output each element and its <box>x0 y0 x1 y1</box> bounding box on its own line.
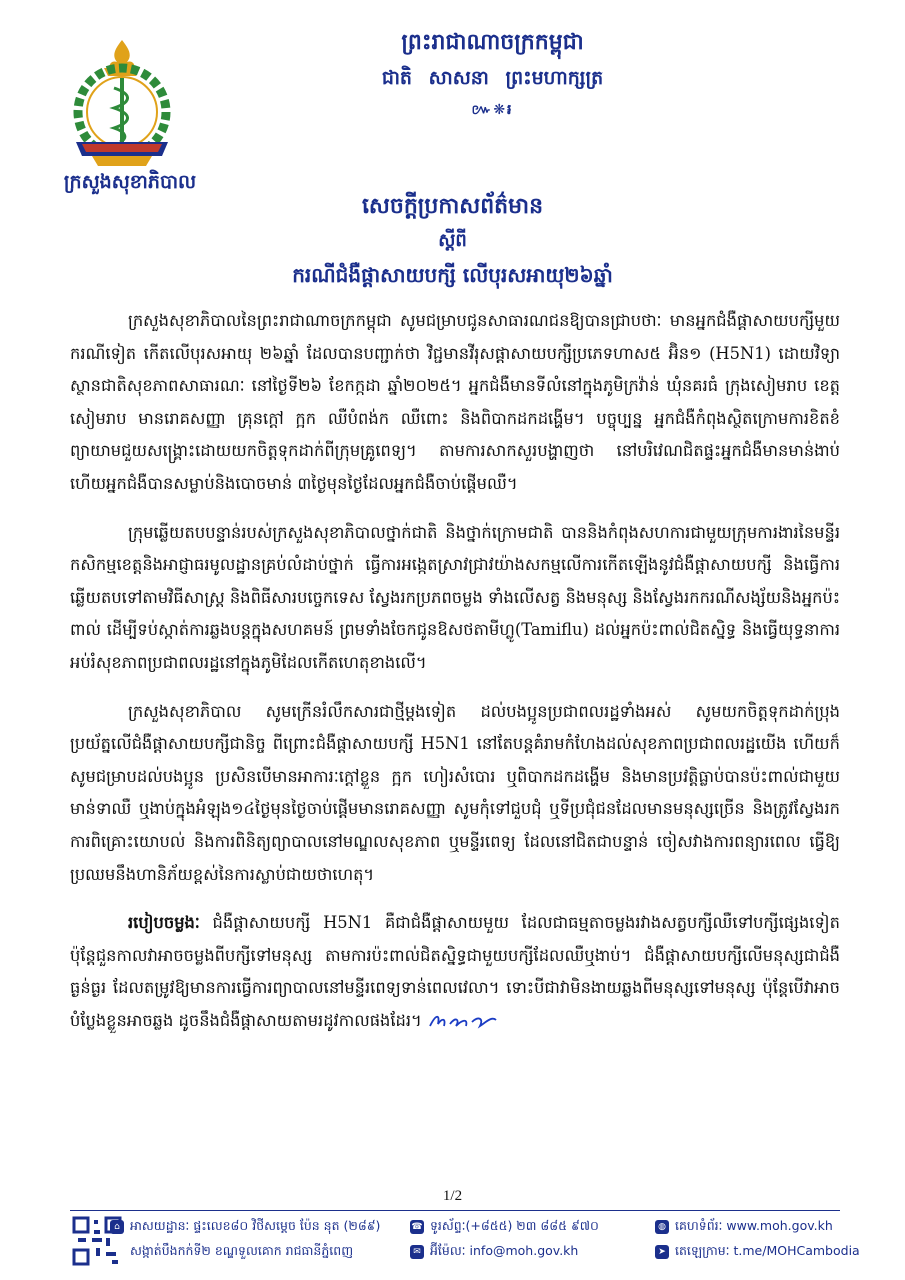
document-body <box>70 305 840 1037</box>
paragraph-response: ក្រុមឆ្លើយតបបន្ទាន់របស់ក្រសួងសុខាភិបាលថ្នាក់ជាតិ និងថ្នាក់ក្រោមជាតិ បាននិងកំពុងសហការជាមួយក្រុមការងារនៃមន្ទីរកសិកម្មខេត្តនិងអាជ្ញាធរមូលដ្ឋានគ្រប់លំដាប់ថ្នាក់ ធ្វើការអង្កេតស្រាវជ្រាវយ៉ាងសកម្មលើការកើតឡើងនូវជំងឺផ្ដាសាយបក្សី និងធ្វើការឆ្លើយតបទៅតាមវិធីសាស្ត្រ និងពិធីសារបច្ចេកទេស ស្វែងរកប្រភពចម្លង ទាំងលើសត្វ និងមនុស្ស និងស្វែងរកករណីសង្ស័យនិងអ្នកប៉ះពាល់ ដើម្បីទប់ស្កាត់ការឆ្លងបន្តក្នុងសហគមន៍ ព្រមទាំងចែកជូនឱសថតាមីហ្លូ(Tamiflu) ដល់អ្នកប៉ះពាល់ជិតស្និទ្ធ និងធ្វើយុទ្ធនាការអប់រំសុខភាពប្រជាពលរដ្ឋនៅក្នុងភូមិដែលកើតហេតុខាងលើ។ <box>70 522 840 672</box>
page-number: 1/2 <box>442 1188 463 1204</box>
footer-address-line2: សង្កាត់បឹងកក់ទី២ ខណ្ឌទួលគោក រាជធានីភ្នំពេញ <box>130 1243 354 1258</box>
document-subject: ករណីជំងឺផ្ដាសាយបក្សី លើបុរសអាយុ២៦ឆ្នាំ <box>292 263 613 287</box>
ornament-divider: ៚❋៛ <box>471 102 514 118</box>
footer-telegram[interactable]: ➤ តេឡេក្រាមៈ t.me/MOHCambodia <box>655 1243 860 1262</box>
footer-website[interactable]: ◍ គេហទំព័រៈ www.moh.gov.kh <box>655 1218 833 1237</box>
footer-email[interactable]: ✉ អ៊ីម៉ែលៈ info@moh.gov.kh <box>410 1243 578 1262</box>
kingdom-heading: ព្រះរាជាណាចក្រកម្ពុជា <box>401 30 584 55</box>
ministry-name: ក្រសួងសុខាភិបាល <box>63 171 197 193</box>
location-icon: ⌂ <box>110 1220 124 1234</box>
paragraph-transmission <box>70 907 840 1037</box>
footer-address-line1: ⌂ អាសយដ្ឋានៈ ផ្ទះលេខ៨០ វិថីសម្ដេច ប៉ែន នុត (២៨៩) <box>110 1218 380 1237</box>
footer-divider <box>70 1210 840 1211</box>
document-title: សេចក្ដីប្រកាសព័ត៌មាន <box>361 194 544 219</box>
paragraph-case-report: ក្រសួងសុខាភិបាលនៃព្រះរាជាណាចក្រកម្ពុជា សូមជម្រាបជូនសាធារណជនឱ្យបានជ្រាបថាៈ មានអ្នកជំងឺផ្ដាសាយបក្សីមួយករណីទៀត កើតលើបុរសអាយុ ២៦ឆ្នាំ ដែលបានបញ្ជាក់ថា វិជ្ជមានវីរុសផ្ដាសាយបក្សីប្រភេទហាស៥ អ៊ិន១ (H5N1) ដោយវិទ្យាស្ថានជាតិសុខភាពសាធារណៈ នៅថ្ងៃទី២៦ ខែកក្កដា ឆ្នាំ២០២៥។ អ្នកជំងឺមានទីលំនៅក្នុងភូមិក្រវ៉ាន់ ឃុំនគរធំ ក្រុងសៀមរាប ខេត្តសៀមរាប មានរោគសញ្ញា គ្រុនក្ដៅ ក្អក ឈឺបំពង់ក ឈឺពោះ និងពិបាកដកដង្ហើម។ បច្ចុប្បន្ន អ្នកជំងឺកំពុងស្ថិតក្រោមការខិតខំព្យាយាមជួយសង្គ្រោះដោយយកចិត្តទុកដាក់ពីក្រុមគ្រូពេទ្យ។ តាមការសាកសួរបង្ហាញថា នៅបរិវេណជិតផ្ទះអ្នកជំងឺមានមាន់ងាប់ ហើយអ្នកជំងឺបានសម្លាប់និងបោចមាន់ ៣ថ្ងៃមុនថ្ងៃដែលអ្នកជំងឺចាប់ផ្ដើមឈឺ។ <box>70 311 840 493</box>
paragraph-advisory: ក្រសួងសុខាភិបាល សូមក្រើនរំលឹកសារជាថ្មីម្ដងទៀត ដល់បងប្អូនប្រជាពលរដ្ឋទាំងអស់ សូមយកចិត្តទុកដាក់ប្រុងប្រយ័ត្នលើជំងឺផ្ដាសាយបក្សីជានិច្ច ពីព្រោះជំងឺផ្ដាសាយបក្សី H5N1 នៅតែបន្តគំរាមកំហែងដល់សុខភាពប្រជាពលរដ្ឋយើង ហើយក៏សូមជម្រាបដល់បងប្អូន ប្រសិនបើមានអាការៈក្ដៅខ្លួន ក្អក ហៀរសំបោរ ឬពិបាកដកដង្ហើម និងមានប្រវត្តិធ្លាប់បានប៉ះពាល់ជាមួយមាន់ទាឈឺ ឬងាប់ក្នុងអំឡុង១៤ថ្ងៃមុនថ្ងៃចាប់ផ្ដើមមានរោគសញ្ញា សូមកុំទៅជួបជុំ ឬទីប្រជុំជនដែលមានមនុស្សច្រើន និងត្រូវស្វែងរកការពិគ្រោះយោបល់ និងការពិនិត្យព្យាបាលនៅមណ្ឌលសុខភាព ឬមន្ទីរពេទ្យ ដែលនៅជិតជាបន្ទាន់ ចៀសវាងការពន្យារពេល ធ្វើឱ្យប្រឈមនឹងហានិភ័យខ្ពស់នៃការស្លាប់ជាយថាហេតុ។ <box>70 701 840 884</box>
footer-phone: ☎ ទូរស័ព្ទៈ(+៨៥៥) ២៣ ៨៨៥ ៩៧០ <box>411 1218 599 1233</box>
document-about: ស្ដីពី <box>438 230 467 251</box>
initials-signature <box>428 1010 498 1032</box>
phone-icon: ☎ <box>411 1221 423 1232</box>
transmission-text: ជំងឺផ្ដាសាយបក្សី H5N1 គឺជាជំងឺផ្ដាសាយមួយ ដែលជាធម្មតាចម្លងរវាងសត្វបក្សីឈឺទៅបក្សីផ្សេងទៀត ប៉ុន្តែជួនកាលវាអាចចម្លងពីបក្សីទៅមនុស្ស តាមការប៉ះពាល់ជិតស្និទ្ធជាមួយបក្សីដែលឈឺឬងាប់។ ជំងឺផ្ដាសាយបក្សីលើមនុស្សជាជំងឺធ្ងន់ធ្ងរ ដែលតម្រូវឱ្យមានការធ្វើការព្យាបាលនៅមន្ទីរពេទ្យទាន់ពេលវេលា។ ទោះបីជាវាមិនងាយឆ្លងពីមនុស្សទៅមនុស្ស ប៉ុន្តែបើវាអាចបំប្លែងខ្លួនអាចឆ្លង ដូចនឹងជំងឺផ្ដាសាយតាមរដូវកាលផងដែរ។ <box>70 913 840 1030</box>
transmission-label: របៀបចម្លងៈ <box>128 913 200 933</box>
national-motto: ជាតិ សាសនា ព្រះមហាក្សត្រ <box>381 67 604 89</box>
email-icon: ✉ <box>410 1245 424 1259</box>
globe-icon: ◍ <box>655 1220 669 1234</box>
telegram-icon: ➤ <box>655 1245 669 1259</box>
